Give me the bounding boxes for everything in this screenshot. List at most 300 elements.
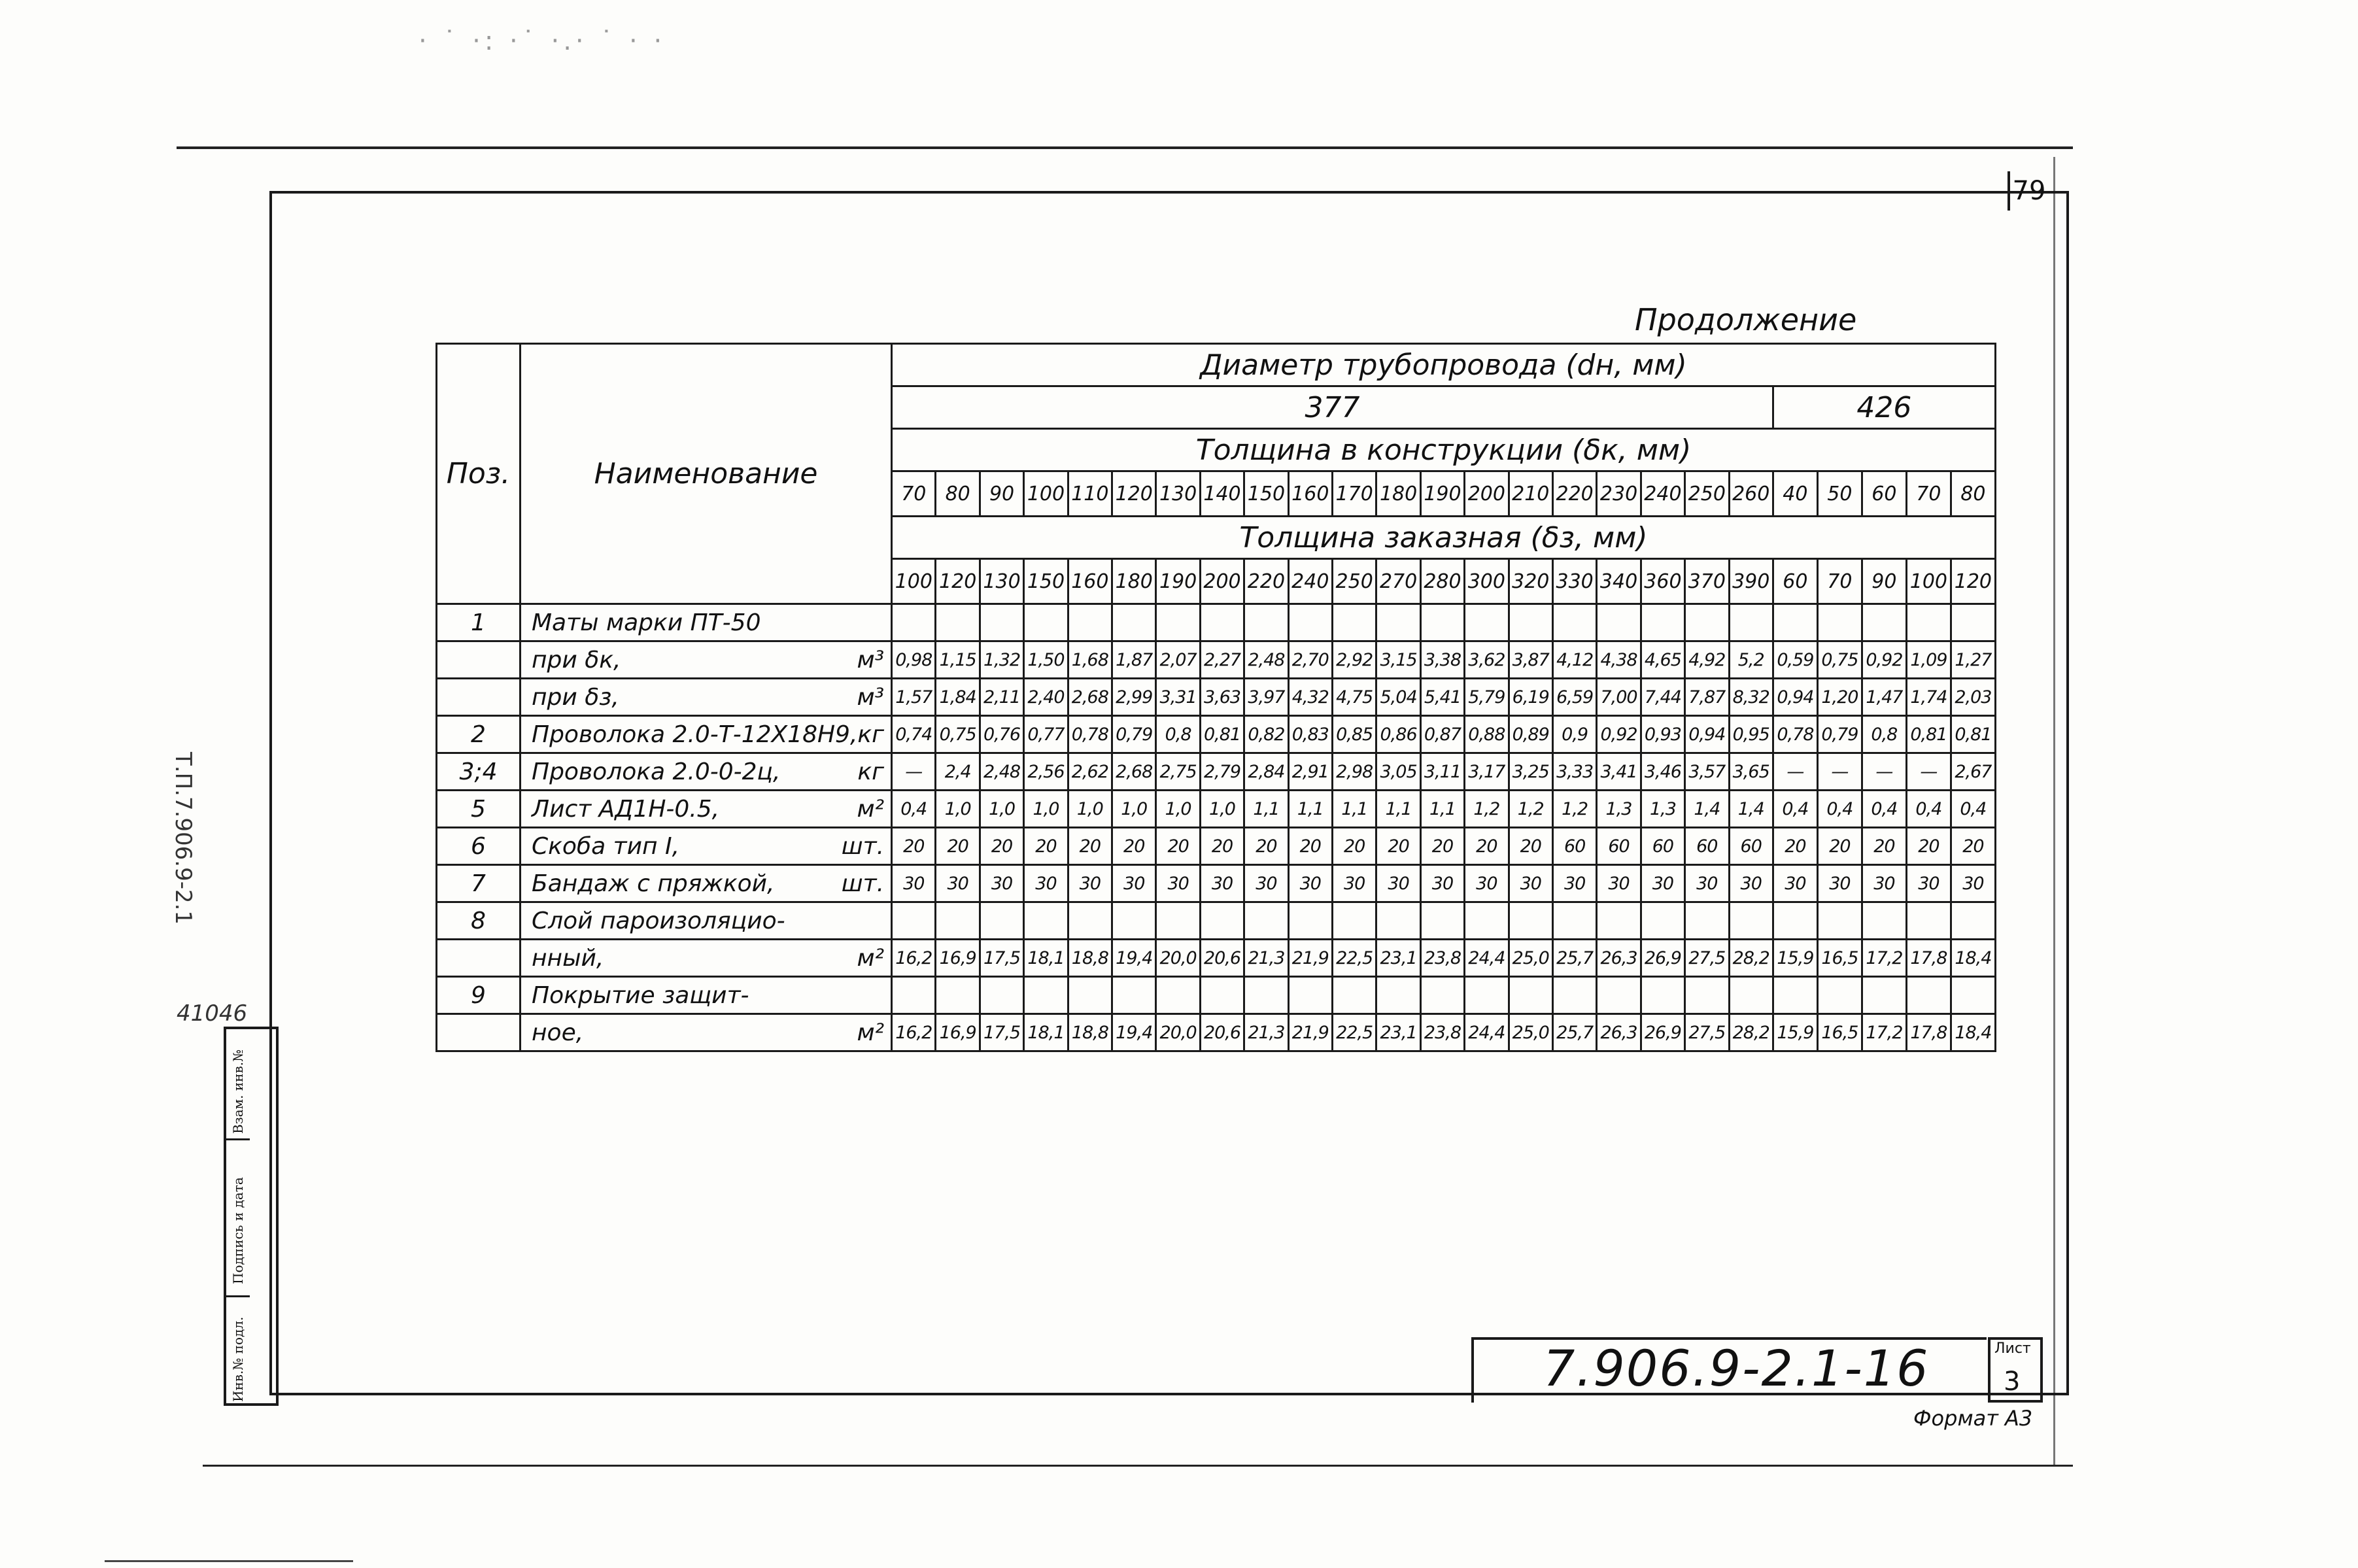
value-cell: 1,87 [1112, 641, 1156, 679]
value-cell: 0,9 [1552, 716, 1596, 753]
value-cell: 26,9 [1641, 940, 1684, 977]
value-cell: 22,5 [1332, 1014, 1376, 1051]
value-cell [1817, 902, 1862, 940]
specification-table [436, 343, 1996, 1052]
row-pos [437, 679, 521, 716]
value-cell: 3,65 [1729, 753, 1773, 791]
value-cell [1773, 902, 1817, 940]
row-unit: м² [857, 944, 885, 972]
value-cell: 30 [1552, 865, 1596, 902]
row-name-wrap [532, 833, 891, 860]
value-cell: 30 [1906, 865, 1951, 902]
thickness-z-cell: 240 [1288, 559, 1332, 604]
value-cell: 3,17 [1465, 753, 1509, 791]
value-cell [1112, 977, 1156, 1014]
value-cell: 18,1 [1024, 1014, 1068, 1051]
value-cell: 1,50 [1024, 641, 1068, 679]
value-cell: 24,4 [1465, 1014, 1509, 1051]
stamp-cell-sign [226, 1140, 250, 1297]
value-cell: 1,4 [1729, 791, 1773, 828]
value-cell: 2,40 [1024, 679, 1068, 716]
value-cell: 28,2 [1729, 1014, 1773, 1051]
value-cell: 2,11 [980, 679, 1023, 716]
thickness-z-cell: 250 [1332, 559, 1376, 604]
value-cell: 2,70 [1288, 641, 1332, 679]
thickness-z-cell: 320 [1509, 559, 1552, 604]
value-cell: 0,89 [1509, 716, 1552, 753]
value-cell: 30 [1112, 865, 1156, 902]
value-cell: 3,63 [1200, 679, 1244, 716]
thickness-k-cell: 210 [1509, 471, 1552, 517]
value-cell [1862, 604, 1906, 641]
col-header-name: Наименование [521, 344, 892, 604]
table-row [437, 679, 1996, 716]
row-name: Бандаж с пряжкой, [532, 870, 775, 897]
value-cell: 30 [1685, 865, 1729, 902]
value-cell [980, 604, 1023, 641]
thickness-k-cell: 60 [1862, 471, 1906, 517]
thickness-z-cell: 130 [980, 559, 1023, 604]
value-cell: 26,3 [1597, 1014, 1641, 1051]
value-cell [1509, 902, 1552, 940]
row-pos [437, 641, 521, 679]
value-cell: 27,5 [1685, 940, 1729, 977]
value-cell: 20 [1332, 828, 1376, 865]
value-cell: 25,7 [1552, 1014, 1596, 1051]
value-cell [1862, 977, 1906, 1014]
value-cell [1597, 604, 1641, 641]
value-cell [1288, 902, 1332, 940]
value-cell: 0,75 [1817, 641, 1862, 679]
value-cell: 4,75 [1332, 679, 1376, 716]
value-cell: 1,3 [1641, 791, 1684, 828]
row-name-wrap [532, 908, 891, 934]
value-cell: 30 [1773, 865, 1817, 902]
value-cell: 2,67 [1951, 753, 1995, 791]
row-name-cell [521, 902, 892, 940]
row-name-cell [521, 1014, 892, 1051]
value-cell [1376, 977, 1420, 1014]
value-cell: 20 [1068, 828, 1112, 865]
value-cell: 2,68 [1068, 679, 1112, 716]
value-cell: 3,57 [1685, 753, 1729, 791]
value-cell: 16,2 [892, 1014, 936, 1051]
row-pos: 8 [437, 902, 521, 940]
value-cell: 18,8 [1068, 940, 1112, 977]
row-name: Лист АД1Н-0.5, [532, 795, 720, 823]
thickness-z-cell: 150 [1024, 559, 1068, 604]
row-name: при δз, [532, 683, 619, 711]
value-cell: 1,20 [1817, 679, 1862, 716]
value-cell [1156, 977, 1200, 1014]
value-cell [1597, 902, 1641, 940]
table-row [437, 828, 1996, 865]
value-cell [1465, 977, 1509, 1014]
value-cell: 2,62 [1068, 753, 1112, 791]
value-cell: 20 [1112, 828, 1156, 865]
table-row [437, 753, 1996, 791]
header-thickness-k: Толщина в конструкции (δк, мм) [892, 429, 1996, 471]
row-name-wrap [532, 721, 891, 748]
header-row-diameter [437, 344, 1996, 386]
stamp-vzam: Взам. инв.№ [230, 1049, 246, 1134]
value-cell: 0,59 [1773, 641, 1817, 679]
thickness-z-cell: 60 [1773, 559, 1817, 604]
value-cell: 19,4 [1112, 940, 1156, 977]
value-cell [1288, 604, 1332, 641]
value-cell: 21,3 [1244, 1014, 1288, 1051]
value-cell: 0,75 [936, 716, 980, 753]
value-cell: 3,11 [1420, 753, 1464, 791]
value-cell: 5,04 [1376, 679, 1420, 716]
value-cell: 18,4 [1951, 940, 1995, 977]
value-cell: 17,5 [980, 1014, 1023, 1051]
row-name-cell [521, 865, 892, 902]
value-cell [1951, 902, 1995, 940]
row-name-wrap [532, 870, 891, 897]
value-cell: 20 [1773, 828, 1817, 865]
value-cell: 1,27 [1951, 641, 1995, 679]
value-cell: 1,32 [980, 641, 1023, 679]
value-cell: 1,0 [980, 791, 1023, 828]
group-377: 377 [892, 386, 1773, 429]
value-cell: 0,4 [892, 791, 936, 828]
value-cell [1465, 902, 1509, 940]
value-cell: 0,4 [1951, 791, 1995, 828]
value-cell [1951, 977, 1995, 1014]
thickness-k-cell: 50 [1817, 471, 1862, 517]
value-cell [892, 604, 936, 641]
value-cell [1817, 604, 1862, 641]
thickness-z-cell: 120 [936, 559, 980, 604]
thickness-k-cell: 220 [1552, 471, 1596, 517]
value-cell [1552, 902, 1596, 940]
value-cell: 1,4 [1685, 791, 1729, 828]
value-cell: 0,81 [1951, 716, 1995, 753]
table-row [437, 902, 1996, 940]
value-cell: 3,05 [1376, 753, 1420, 791]
value-cell [1465, 604, 1509, 641]
value-cell: 17,5 [980, 940, 1023, 977]
value-cell: 3,62 [1465, 641, 1509, 679]
value-cell: — [1862, 753, 1906, 791]
value-cell: 20 [1817, 828, 1862, 865]
value-cell: 5,2 [1729, 641, 1773, 679]
value-cell [1024, 977, 1068, 1014]
value-cell: 18,1 [1024, 940, 1068, 977]
value-cell: 0,77 [1024, 716, 1068, 753]
value-cell: 60 [1729, 828, 1773, 865]
value-cell: 4,38 [1597, 641, 1641, 679]
side-code-number: 41046 [177, 1000, 248, 1027]
value-cell: 3,41 [1597, 753, 1641, 791]
value-cell: 16,5 [1817, 1014, 1862, 1051]
value-cell [1376, 902, 1420, 940]
value-cell: 25,0 [1509, 1014, 1552, 1051]
row-name-cell [521, 940, 892, 977]
value-cell: 30 [1332, 865, 1376, 902]
value-cell: 20 [1156, 828, 1200, 865]
value-cell: 30 [1509, 865, 1552, 902]
value-cell: 0,94 [1773, 679, 1817, 716]
row-name: Маты марки ПТ-50 [532, 609, 761, 636]
row-unit: кг [857, 758, 885, 785]
value-cell: 1,0 [1024, 791, 1068, 828]
value-cell: 27,5 [1685, 1014, 1729, 1051]
value-cell: 6,19 [1509, 679, 1552, 716]
bottom-border-line [203, 1465, 2073, 1467]
value-cell [1729, 977, 1773, 1014]
value-cell: 30 [1597, 865, 1641, 902]
value-cell [1817, 977, 1862, 1014]
value-cell: 20,0 [1156, 940, 1200, 977]
value-cell: 20,0 [1156, 1014, 1200, 1051]
value-cell: 25,7 [1552, 940, 1596, 977]
value-cell: 2,27 [1200, 641, 1244, 679]
thickness-z-cell: 370 [1685, 559, 1729, 604]
format-label: Формат А3 [1913, 1406, 2033, 1431]
value-cell: 2,75 [1156, 753, 1200, 791]
value-cell: 1,1 [1288, 791, 1332, 828]
value-cell: 1,0 [1200, 791, 1244, 828]
value-cell [1729, 604, 1773, 641]
value-cell: 30 [1376, 865, 1420, 902]
value-cell: 30 [1641, 865, 1684, 902]
value-cell [1332, 604, 1376, 641]
row-name-wrap [532, 1019, 891, 1046]
value-cell: 20,6 [1200, 940, 1244, 977]
value-cell: 30 [892, 865, 936, 902]
row-pos: 7 [437, 865, 521, 902]
value-cell [1288, 977, 1332, 1014]
value-cell: 0,8 [1862, 716, 1906, 753]
thickness-z-cell: 190 [1156, 559, 1200, 604]
row-name-wrap [532, 758, 891, 785]
value-cell: 30 [1024, 865, 1068, 902]
value-cell: 1,1 [1332, 791, 1376, 828]
value-cell: 30 [1200, 865, 1244, 902]
row-pos [437, 940, 521, 977]
value-cell: 1,57 [892, 679, 936, 716]
value-cell: 0,86 [1376, 716, 1420, 753]
thickness-k-cell: 70 [892, 471, 936, 517]
value-cell: 23,8 [1420, 940, 1464, 977]
value-cell: 1,47 [1862, 679, 1906, 716]
thickness-k-cell: 150 [1244, 471, 1288, 517]
value-cell: 4,32 [1288, 679, 1332, 716]
value-cell: 5,79 [1465, 679, 1509, 716]
table-row [437, 977, 1996, 1014]
thickness-z-cell: 120 [1951, 559, 1995, 604]
value-cell: 2,92 [1332, 641, 1376, 679]
value-cell [1332, 977, 1376, 1014]
value-cell: 15,9 [1773, 1014, 1817, 1051]
value-cell: 1,0 [1156, 791, 1200, 828]
value-cell: 1,1 [1244, 791, 1288, 828]
row-name-cell [521, 604, 892, 641]
row-name-cell [521, 753, 892, 791]
row-unit: м³ [857, 646, 885, 673]
value-cell: — [892, 753, 936, 791]
value-cell: 1,09 [1906, 641, 1951, 679]
value-cell: 20 [1465, 828, 1509, 865]
value-cell: 16,2 [892, 940, 936, 977]
thickness-k-cell: 190 [1420, 471, 1464, 517]
thickness-k-cell: 180 [1376, 471, 1420, 517]
value-cell: 8,32 [1729, 679, 1773, 716]
value-cell: 17,8 [1906, 940, 1951, 977]
value-cell: 0,88 [1465, 716, 1509, 753]
value-cell: 20 [1200, 828, 1244, 865]
value-cell: 0,4 [1773, 791, 1817, 828]
value-cell: 2,48 [980, 753, 1023, 791]
value-cell: 1,0 [936, 791, 980, 828]
value-cell: 20 [980, 828, 1023, 865]
value-cell: 0,79 [1112, 716, 1156, 753]
value-cell [1729, 902, 1773, 940]
value-cell [1376, 604, 1420, 641]
thickness-k-cell: 120 [1112, 471, 1156, 517]
value-cell: — [1773, 753, 1817, 791]
value-cell: 1,2 [1552, 791, 1596, 828]
row-name: при δк, [532, 646, 621, 673]
value-cell: 19,4 [1112, 1014, 1156, 1051]
stamp-cell-vzam [226, 1029, 250, 1140]
value-cell: 16,5 [1817, 940, 1862, 977]
row-name-cell [521, 679, 892, 716]
value-cell: 60 [1641, 828, 1684, 865]
value-cell: 0,8 [1156, 716, 1200, 753]
value-cell: 6,59 [1552, 679, 1596, 716]
table-row [437, 604, 1996, 641]
row-name-wrap [532, 982, 891, 1009]
value-cell [936, 977, 980, 1014]
value-cell: 30 [1729, 865, 1773, 902]
value-cell: 0,4 [1817, 791, 1862, 828]
value-cell: 1,1 [1420, 791, 1464, 828]
thickness-k-cell: 260 [1729, 471, 1773, 517]
value-cell: 20 [1420, 828, 1464, 865]
value-cell [1641, 902, 1684, 940]
value-cell [1906, 977, 1951, 1014]
thickness-k-cell: 200 [1465, 471, 1509, 517]
thickness-k-cell: 160 [1288, 471, 1332, 517]
value-cell: 7,44 [1641, 679, 1684, 716]
value-cell [1156, 902, 1200, 940]
value-cell [936, 604, 980, 641]
value-cell: 23,8 [1420, 1014, 1464, 1051]
sheet-label: Лист [1994, 1340, 2031, 1357]
value-cell: 20 [1509, 828, 1552, 865]
value-cell: 2,79 [1200, 753, 1244, 791]
side-stamp [224, 1027, 279, 1406]
value-cell [1112, 902, 1156, 940]
value-cell [1332, 902, 1376, 940]
value-cell: 0,81 [1200, 716, 1244, 753]
value-cell: 17,8 [1906, 1014, 1951, 1051]
value-cell: 2,03 [1951, 679, 1995, 716]
value-cell: 24,4 [1465, 940, 1509, 977]
value-cell [1906, 604, 1951, 641]
value-cell: 0,74 [892, 716, 936, 753]
value-cell [1156, 604, 1200, 641]
row-unit: кг [857, 721, 885, 748]
table-row [437, 865, 1996, 902]
value-cell: 0,78 [1068, 716, 1112, 753]
sheet-number: 3 [2004, 1367, 2021, 1397]
table-row [437, 716, 1996, 753]
value-cell: 26,9 [1641, 1014, 1684, 1051]
value-cell: 60 [1552, 828, 1596, 865]
value-cell [1024, 902, 1068, 940]
value-cell: 28,2 [1729, 940, 1773, 977]
thickness-z-cell: 360 [1641, 559, 1684, 604]
thickness-k-cell: 110 [1068, 471, 1112, 517]
continuation-label: Продолжение [1635, 302, 1857, 337]
thickness-z-cell: 180 [1112, 559, 1156, 604]
value-cell: 3,31 [1156, 679, 1200, 716]
value-cell [1552, 604, 1596, 641]
row-pos: 2 [437, 716, 521, 753]
value-cell [1685, 977, 1729, 1014]
group-426: 426 [1773, 386, 1995, 429]
value-cell: 0,98 [892, 641, 936, 679]
stamp-inv: Инв.№ подл. [230, 1316, 246, 1402]
value-cell: 20 [1906, 828, 1951, 865]
value-cell: 20 [1288, 828, 1332, 865]
value-cell: 0,83 [1288, 716, 1332, 753]
value-cell: 17,2 [1862, 940, 1906, 977]
value-cell: 0,81 [1906, 716, 1951, 753]
document-code: 7.906.9-2.1-16 [1543, 1339, 1930, 1397]
value-cell: 0,87 [1420, 716, 1464, 753]
value-cell: 18,4 [1951, 1014, 1995, 1051]
value-cell: 60 [1597, 828, 1641, 865]
value-cell [980, 902, 1023, 940]
value-cell: 2,56 [1024, 753, 1068, 791]
value-cell: 16,9 [936, 1014, 980, 1051]
value-cell: 60 [1685, 828, 1729, 865]
value-cell: — [1817, 753, 1862, 791]
thickness-k-cell: 170 [1332, 471, 1376, 517]
row-name-cell [521, 828, 892, 865]
value-cell: 3,33 [1552, 753, 1596, 791]
thickness-k-cell: 240 [1641, 471, 1684, 517]
value-cell: 3,97 [1244, 679, 1288, 716]
stamp-sign: Подпись и дата [230, 1177, 246, 1284]
value-cell: 18,8 [1068, 1014, 1112, 1051]
value-cell: 20 [936, 828, 980, 865]
value-cell: 0,92 [1862, 641, 1906, 679]
thickness-k-cell: 140 [1200, 471, 1244, 517]
value-cell: 7,00 [1597, 679, 1641, 716]
value-cell [1112, 604, 1156, 641]
row-name-wrap [532, 684, 891, 711]
value-cell [1200, 977, 1244, 1014]
thickness-z-cell: 280 [1420, 559, 1464, 604]
value-cell: 3,25 [1509, 753, 1552, 791]
value-cell: 2,84 [1244, 753, 1288, 791]
value-cell: 23,1 [1376, 1014, 1420, 1051]
value-cell [1200, 902, 1244, 940]
value-cell [1068, 604, 1112, 641]
row-name-wrap [532, 609, 891, 636]
row-name: нный, [532, 944, 604, 972]
thickness-z-cell: 390 [1729, 559, 1773, 604]
value-cell: 15,9 [1773, 940, 1817, 977]
thickness-z-cell: 100 [1906, 559, 1951, 604]
table-row [437, 641, 1996, 679]
